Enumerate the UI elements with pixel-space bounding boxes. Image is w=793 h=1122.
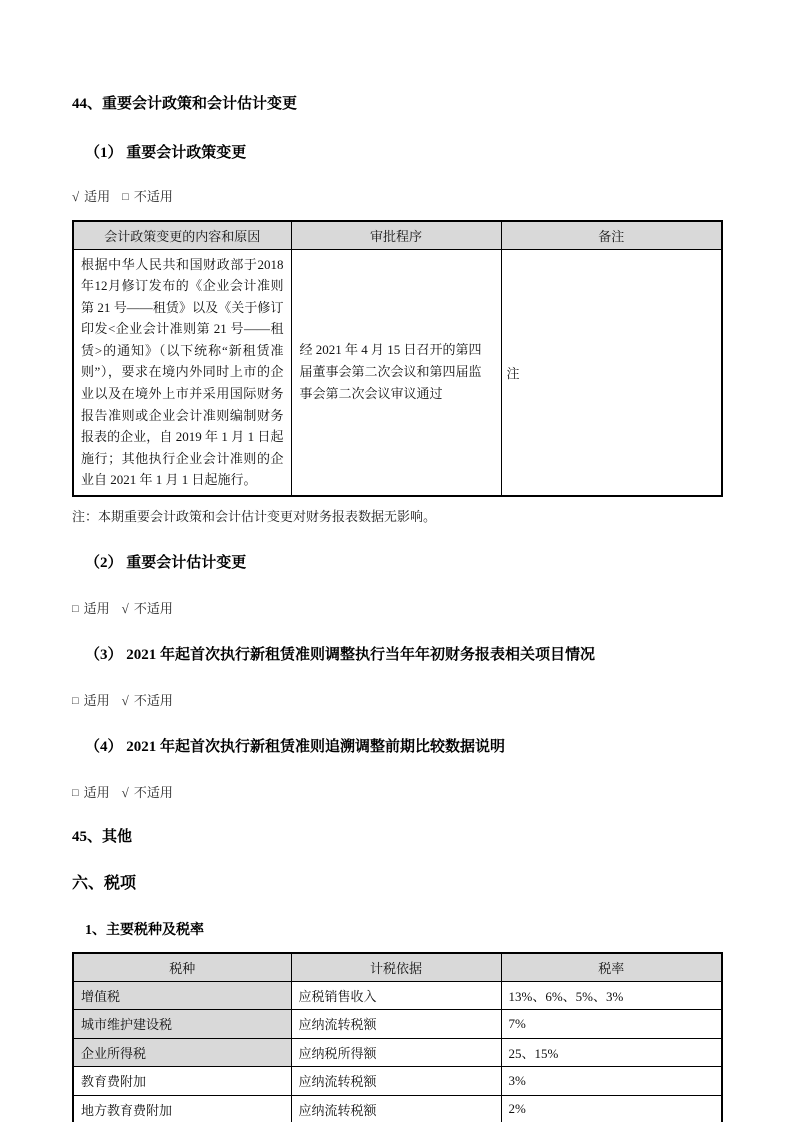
- tax-basis-cell: 应税销售收入: [291, 981, 501, 1010]
- tax-basis-cell: 应纳税所得额: [291, 1038, 501, 1067]
- tax-basis-cell: 应纳流转税额: [291, 1010, 501, 1039]
- checkmark-icon: √: [121, 785, 129, 801]
- tax-type-cell: 教育费附加: [73, 1067, 291, 1096]
- policy-table-row: [73, 249, 722, 496]
- table-row: [73, 1095, 722, 1122]
- tax-type-cell: 城市维护建设税: [73, 1010, 291, 1039]
- tax-header-type: 税种: [73, 953, 291, 981]
- policy-change-table: [72, 220, 723, 497]
- tax-rate-cell: 3%: [501, 1067, 722, 1096]
- checkbox-icon: □: [72, 695, 79, 708]
- policy-table-header-row: [73, 221, 722, 249]
- tax-type-cell: 地方教育费附加: [73, 1095, 291, 1122]
- section-44-4-heading: （4） 2021 年起首次执行新租赁准则追溯调整前期比较数据说明: [85, 739, 506, 756]
- applicable-label: 适用: [83, 601, 110, 617]
- applicable-label: 适用: [83, 785, 110, 801]
- policy-remark-cell: 注: [501, 249, 722, 496]
- section-44-3-heading: （3） 2021 年起首次执行新租赁准则调整执行当年年初财务报表相关项目情况: [85, 647, 596, 664]
- section-6-1-heading: 1、主要税种及税率: [85, 923, 204, 939]
- applicability-line-2: [72, 598, 721, 617]
- tax-basis-cell: 应纳流转税额: [291, 1095, 501, 1122]
- tax-header-rate: 税率: [501, 953, 722, 981]
- policy-header-remark: 备注: [501, 221, 722, 249]
- checkmark-icon: √: [121, 601, 129, 617]
- not-applicable-label: 不适用: [133, 785, 173, 801]
- not-applicable-label: 不适用: [133, 693, 173, 709]
- applicability-line-1: [72, 186, 721, 205]
- not-applicable-label: 不适用: [133, 601, 173, 617]
- policy-header-approval: 审批程序: [291, 221, 501, 249]
- tax-rate-cell: 25、15%: [501, 1038, 722, 1067]
- applicability-line-3: [72, 690, 721, 709]
- section-44-heading: 44、重要会计政策和会计估计变更: [72, 96, 298, 112]
- tax-basis-cell: 应纳流转税额: [291, 1067, 501, 1096]
- tax-type-cell: 企业所得税: [73, 1038, 291, 1067]
- checkbox-icon: □: [72, 787, 79, 800]
- policy-note: 注：本期重要会计政策和会计估计变更对财务报表数据无影响。: [72, 509, 437, 525]
- section-44-1-heading: （1） 重要会计政策变更: [85, 145, 247, 161]
- applicability-line-4: [72, 782, 721, 801]
- applicable-label: 适用: [83, 693, 110, 709]
- not-applicable-label: 不适用: [133, 189, 173, 204]
- table-row: [73, 981, 722, 1010]
- section-6-heading: 六、税项: [72, 875, 137, 893]
- checkmark-icon: √: [121, 693, 129, 709]
- checkbox-icon: □: [122, 191, 129, 203]
- tax-table-header-row: [73, 953, 722, 981]
- checkbox-icon: □: [72, 603, 79, 616]
- table-row: [73, 1010, 722, 1039]
- applicable-label: 适用: [84, 189, 111, 204]
- policy-content-cell: 根据中华人民共和国财政部于2018年12月修订发布的《企业会计准则第 21 号——租赁》以及《关于修订印发<企业会计准则第 21 号——租赁>的通知》（以下统称“新租赁准则”），要求在境内外同时上市的企业以及在境外上市并采用国际财务报告准则或企业会计准则编制财务报表的企业，自 2019 年 1 月 1 日起施行；其他执行企业会计准则的企业自 2021 年 1 月 1 日起施行。: [73, 249, 291, 496]
- tax-header-basis: 计税依据: [291, 953, 501, 981]
- table-row: [73, 1067, 722, 1096]
- tax-rate-table: [72, 952, 723, 1122]
- tax-rate-cell: 7%: [501, 1010, 722, 1039]
- section-45-heading: 45、其他: [72, 829, 133, 846]
- section-44-2-heading: （2） 重要会计估计变更: [85, 555, 247, 572]
- tax-rate-cell: 2%: [501, 1095, 722, 1122]
- checkmark-icon: √: [72, 189, 80, 204]
- table-row: [73, 1038, 722, 1067]
- tax-type-cell: 增值税: [73, 981, 291, 1010]
- policy-approval-cell: 经 2021 年 4 月 15 日召开的第四届董事会第二次会议和第四届监事会第二次会议审议通过: [291, 249, 501, 496]
- tax-rate-cell: 13%、6%、5%、3%: [501, 981, 722, 1010]
- policy-header-content: 会计政策变更的内容和原因: [73, 221, 291, 249]
